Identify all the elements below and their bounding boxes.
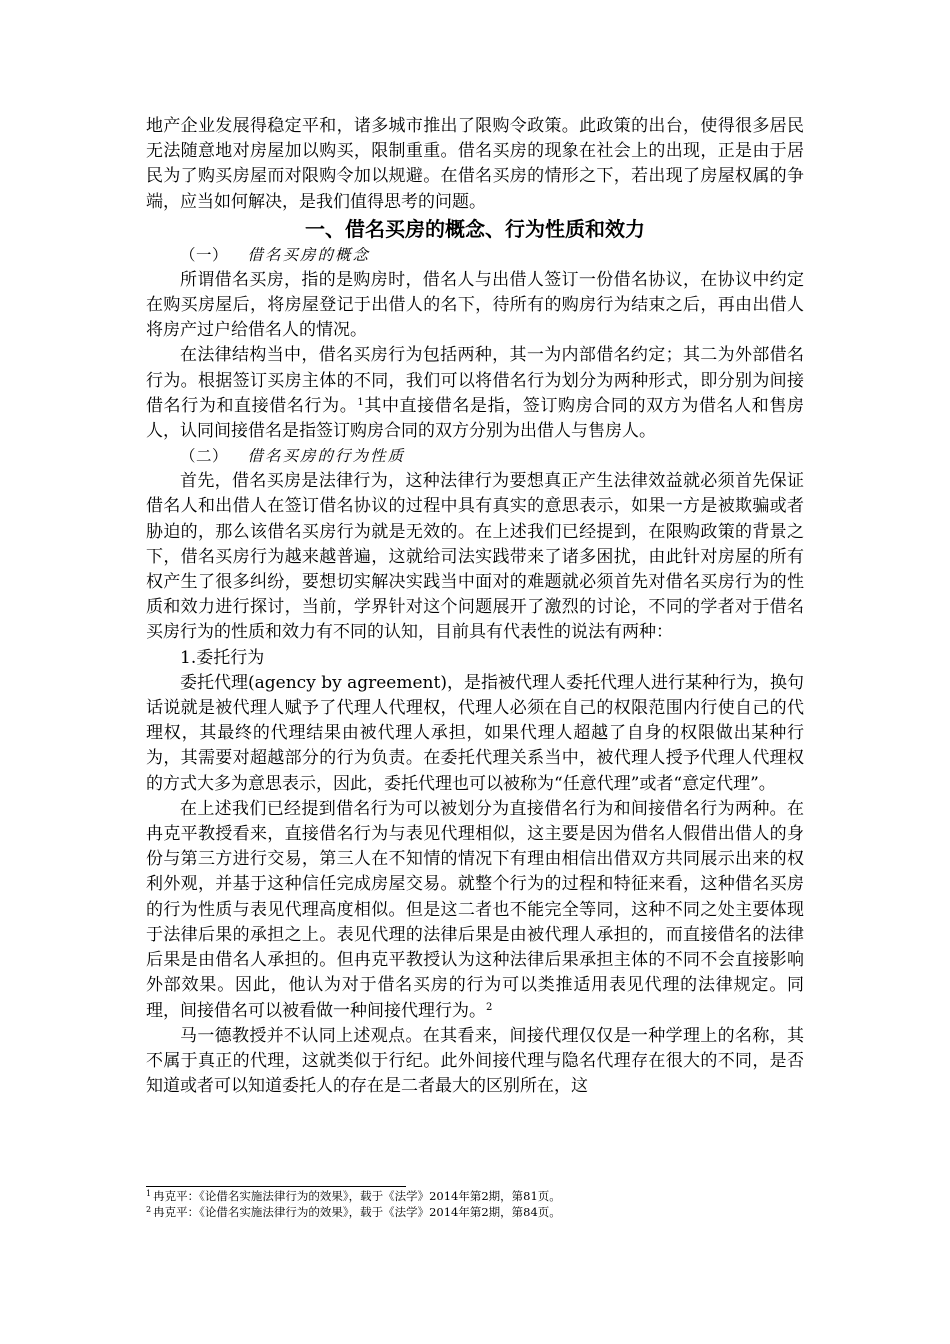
footnote xyxy=(146,1204,806,1220)
subsection-number: （二） xyxy=(180,447,229,466)
footnote-mark: 2 xyxy=(146,1205,152,1214)
footnote-text: 冉克平：《论借名实施法律行为的效果》，载于《法学》2014年第2期，第84页。 xyxy=(153,1205,561,1219)
footnotes xyxy=(146,1188,806,1220)
intro-paragraph: 地产企业发展得稳定平和，诸多城市推出了限购令政策。此政策的出台，使得很多居民无法随意地对房屋加以购买，限制重重。借名买房的现象在社会上的出现，正是由于居民为了购买房屋而对限购令加以规避。在借名买房的情形之下，若出现了房屋权属的争端，应当如何解决，是我们值得思考的问题。 xyxy=(146,116,804,212)
subsection-heading-2 xyxy=(146,444,804,469)
footnote xyxy=(146,1188,806,1204)
paragraph: 委托代理(agency by agreement)，是指被代理人委托代理人进行某种行为，换句话说就是被代理人赋予了代理人代理权，代理人必须在自己的权限范围内行使自己的代理权，其最终的代理结果由被代理人承担，如果代理人超越了自身的权限做出某种行为，其需要对超越部分的行为负责。在委托代理关系当中，被代理人授予代理人代理权的方式大多为意思表示，因此，委托代理也可以被称为“任意代理”或者“意定代理”。 xyxy=(146,672,804,794)
paragraph xyxy=(146,343,804,444)
subsection-number: （一） xyxy=(180,245,229,264)
footnote-ref[interactable]: 2 xyxy=(486,1001,493,1013)
subsection-heading-1 xyxy=(146,243,804,268)
paragraph xyxy=(146,797,804,1024)
paragraph-text: 在上述我们已经提到借名行为可以被划分为直接借名行为和间接借名行为两种。在冉克平教授看来，直接借名行为与表见代理相似，这主要是因为借名人假借出借人的身份与第三方进行交易，第三人在不知情的情况下有理由相信出借双方共同展示出来的权利外观，并基于这种信任完成房屋交易。就整个行为的过程和特征来看，这种借名买房的行为性质与表见代理高度相似。但是这二者也不能完全等同，这种不同之处主要体现于法律后果的承担之上。表见代理的法律后果是由被代理人承担的，而直接借名的法律后果是由借名人承担的。但冉克平教授认为这种法律后果承担主体的不同不会直接影响外部效果。因此，他认为对于借名买房的行为可以类推适用表见代理的法律规定。同理，间接借名可以被看做一种间接代理行为。 xyxy=(146,798,804,1021)
footnote-mark: 1 xyxy=(146,1189,152,1198)
footnote-text: 冉克平：《论借名实施法律行为的效果》，载于《法学》2014年第2期，第81页。 xyxy=(153,1189,561,1203)
paragraph-text: 在法律结构当中，借名买房行为包括两种，其一为内部借名约定；其二为外部借名行为。根据签订买房主体的不同，我们可以将借名行为划分为两种形式，即分别为间接借名行为和直接借名行为。 xyxy=(146,345,804,416)
paragraph: 首先，借名买房是法律行为，这种法律行为要想真正产生法律效益就必须首先保证借名人和出借人在签订借名协议的过程中具有真实的意思表示，如果一方是被欺骗或者胁迫的，那么该借名买房行为就是无效的。在上述我们已经提到，在限购政策的背景之下，借名买房行为越来越普遍，这就给司法实践带来了诸多困扰，由此针对房屋的所有权产生了很多纠纷，要想切实解决实践当中面对的难题就必须首先对借名买房行为的性质和效力进行探讨，当前，学界针对这个问题展开了激烈的讨论，不同的学者对于借名买房行为的性质和效力有不同的认知，目前具有代表性的说法有两种： xyxy=(146,471,804,643)
paragraph: 马一德教授并不认同上述观点。在其看来，间接代理仅仅是一种学理上的名称，其不属于真正的代理，这就类似于行纪。此外间接代理与隐名代理存在很大的不同，是否知道或者可以知道委托人的存在是二者最大的区别所在，这 xyxy=(146,1025,804,1097)
subsection-title: 借名买房的行为性质 xyxy=(247,447,405,466)
paragraph-text: 其中直接借名是指，签订购房合同的双方为借名人和售房人，认同间接借名是指签订购房合同的双方分别为出借人与售房人。 xyxy=(146,395,805,442)
section-heading: 一、借名买房的概念、行为性质和效力 xyxy=(305,216,645,241)
subsection-title: 借名买房的概念 xyxy=(247,245,370,264)
item-heading: 1.委托行为 xyxy=(180,647,265,668)
footnote-ref[interactable]: 1 xyxy=(357,396,364,408)
paragraph: 所谓借名买房，指的是购房时，借名人与出借人签订一份借名协议，在协议中约定在购买房屋后，将房屋登记于出借人的名下，待所有的购房行为结束之后，再由出借人将房产过户给借名人的情况。 xyxy=(146,269,804,341)
footnote-divider xyxy=(146,1186,406,1187)
